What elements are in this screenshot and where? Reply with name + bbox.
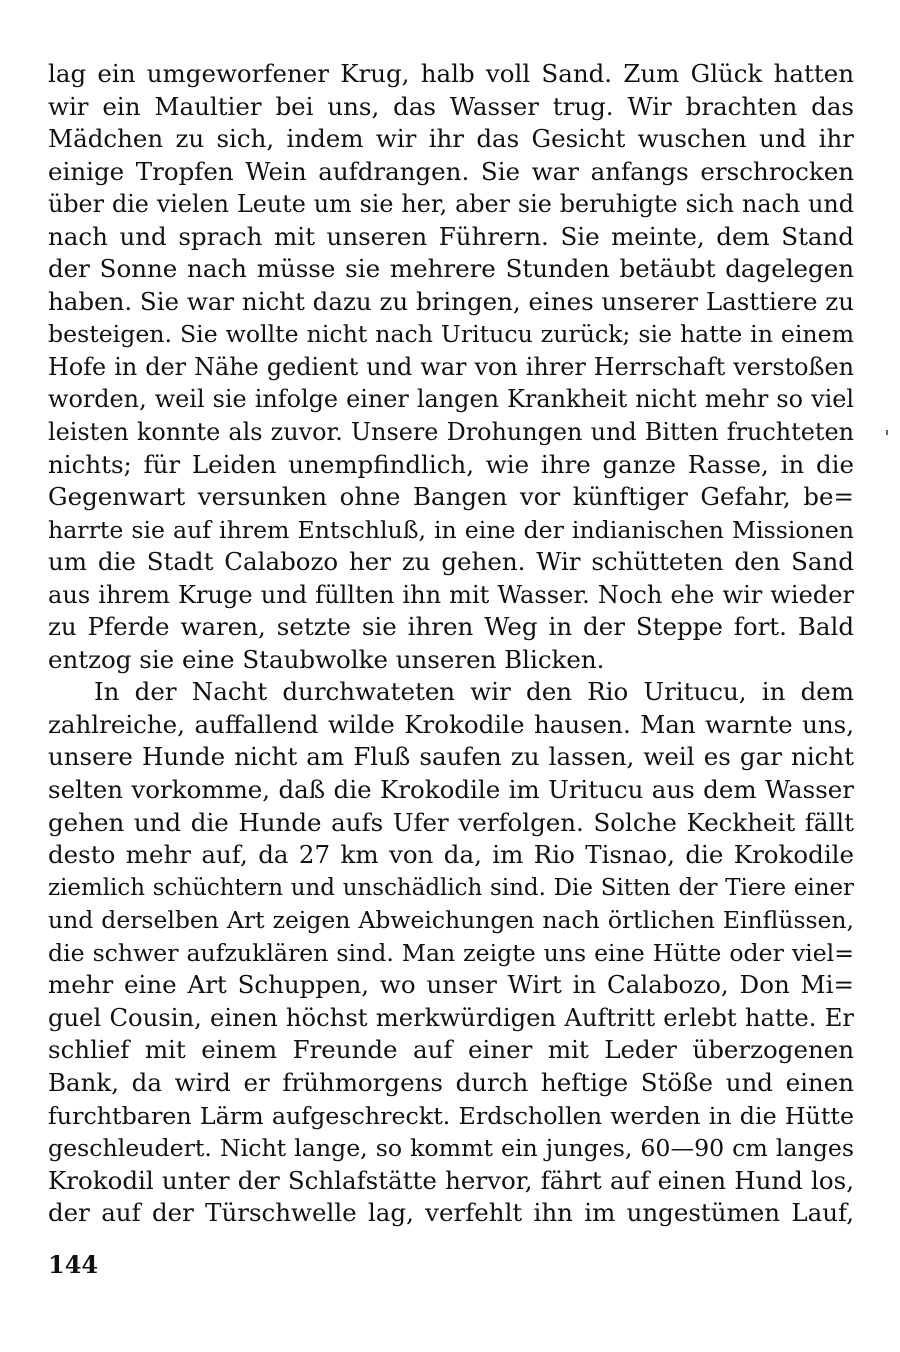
text-line: leisten konnte als zuvor. Unsere Drohungen und Bitten fruchteten <box>48 418 854 447</box>
text-line: selten vorkomme, daß die Krokodile im Uritucu aus dem Wasser <box>48 775 854 805</box>
text-line: gehen und die Hunde aufs Ufer verfolgen. Solche Keckheit fällt <box>48 807 854 837</box>
text-line: aus ihrem Kruge und füllten ihn mit Wasser. Noch ehe wir wieder <box>48 580 854 609</box>
paragraph-first-line: In der Nacht durchwateten wir den Rio Uritucu, in dem <box>94 677 854 707</box>
text-line: Bank, da wird er frühmorgens durch heftige Stöße und einen <box>48 1067 854 1097</box>
text-line: Hofe in der Nähe gedient und war von ihrer Herrschaft verstoßen <box>48 352 854 381</box>
text-line: nichts; für Leiden unempfindlich, wie ihre ganze Rasse, in die <box>48 449 854 479</box>
text-line: Krokodil unter der Schlafstätte hervor, fährt auf einen Hund los, <box>48 1165 854 1195</box>
text-line: guel Cousin, einen höchst merkwürdigen Auftritt erlebt hatte. Er <box>48 1002 854 1032</box>
paragraph-last-line: entzog sie eine Staubwolke unseren Blicken. <box>48 644 605 674</box>
text-line: Gegenwart versunken ohne Bangen vor künftiger Gefahr, be= <box>48 482 854 512</box>
text-line: unsere Hunde nicht am Fluß saufen zu lassen, weil es gar nicht <box>48 742 854 772</box>
scan-speck <box>886 430 888 435</box>
text-line: der Sonne nach müsse sie mehrere Stunden betäubt dagelegen <box>48 254 854 284</box>
text-line: furchtbaren Lärm aufgeschreckt. Erdschollen werden in die Hütte <box>48 1101 854 1130</box>
text-line: einige Tropfen Wein aufdrangen. Sie war anfangs erschrocken <box>48 156 854 186</box>
text-line: wir ein Maultier bei uns, das Wasser trug. Wir brachten das <box>48 91 854 121</box>
text-line: zu Pferde waren, setzte sie ihren Weg in der Steppe fort. Bald <box>48 612 854 642</box>
text-line: nach und sprach mit unseren Führern. Sie meinte, dem Stand <box>48 221 854 251</box>
text-line: besteigen. Sie wollte nicht nach Uritucu zurück; sie hatte in einem <box>48 320 854 349</box>
text-line: schlief mit einem Freunde auf einer mit Leder überzogenen <box>48 1035 854 1065</box>
text-line: über die vielen Leute um sie her, aber sie beruhigte sich nach und <box>48 190 854 219</box>
text-line: ziemlich schüchtern und unschädlich sind. Die Sitten der Tiere einer <box>48 874 854 901</box>
text-line: zahlreiche, auffallend wilde Krokodile hausen. Man warnte uns, <box>48 709 854 739</box>
text-line: worden, weil sie infolge einer langen Krankheit nicht mehr so viel <box>48 385 854 414</box>
text-line: lag ein umgeworfener Krug, halb voll Sand. Zum Glück hatten <box>48 59 854 88</box>
text-line: und derselben Art zeigen Abweichungen nach örtlichen Einflüssen, <box>48 906 854 935</box>
body-text <box>48 58 854 1230</box>
text-line: der auf der Türschwelle lag, verfehlt ihn im ungestümen Lauf, <box>48 1198 854 1228</box>
text-line: haben. Sie war nicht dazu zu bringen, eines unserer Lasttiere zu <box>48 286 854 316</box>
page-number: 144 <box>48 1250 99 1279</box>
text-line: desto mehr auf, da 27 km von da, im Rio Tisnao, die Krokodile <box>48 840 854 870</box>
text-line: geschleudert. Nicht lange, so kommt ein junges, 60—90 cm langes <box>48 1134 854 1163</box>
text-line: Mädchen zu sich, indem wir ihr das Gesicht wuschen und ihr <box>48 124 854 154</box>
text-line: harrte sie auf ihrem Entschluß, in eine der indianischen Missionen <box>48 515 854 544</box>
text-line: mehr eine Art Schuppen, wo unser Wirt in Calabozo, Don Mi= <box>48 970 854 1000</box>
text-line: die schwer aufzuklären sind. Man zeigte uns eine Hütte oder viel= <box>48 938 854 967</box>
text-line: um die Stadt Calabozo her zu gehen. Wir schütteten den Sand <box>48 547 854 577</box>
